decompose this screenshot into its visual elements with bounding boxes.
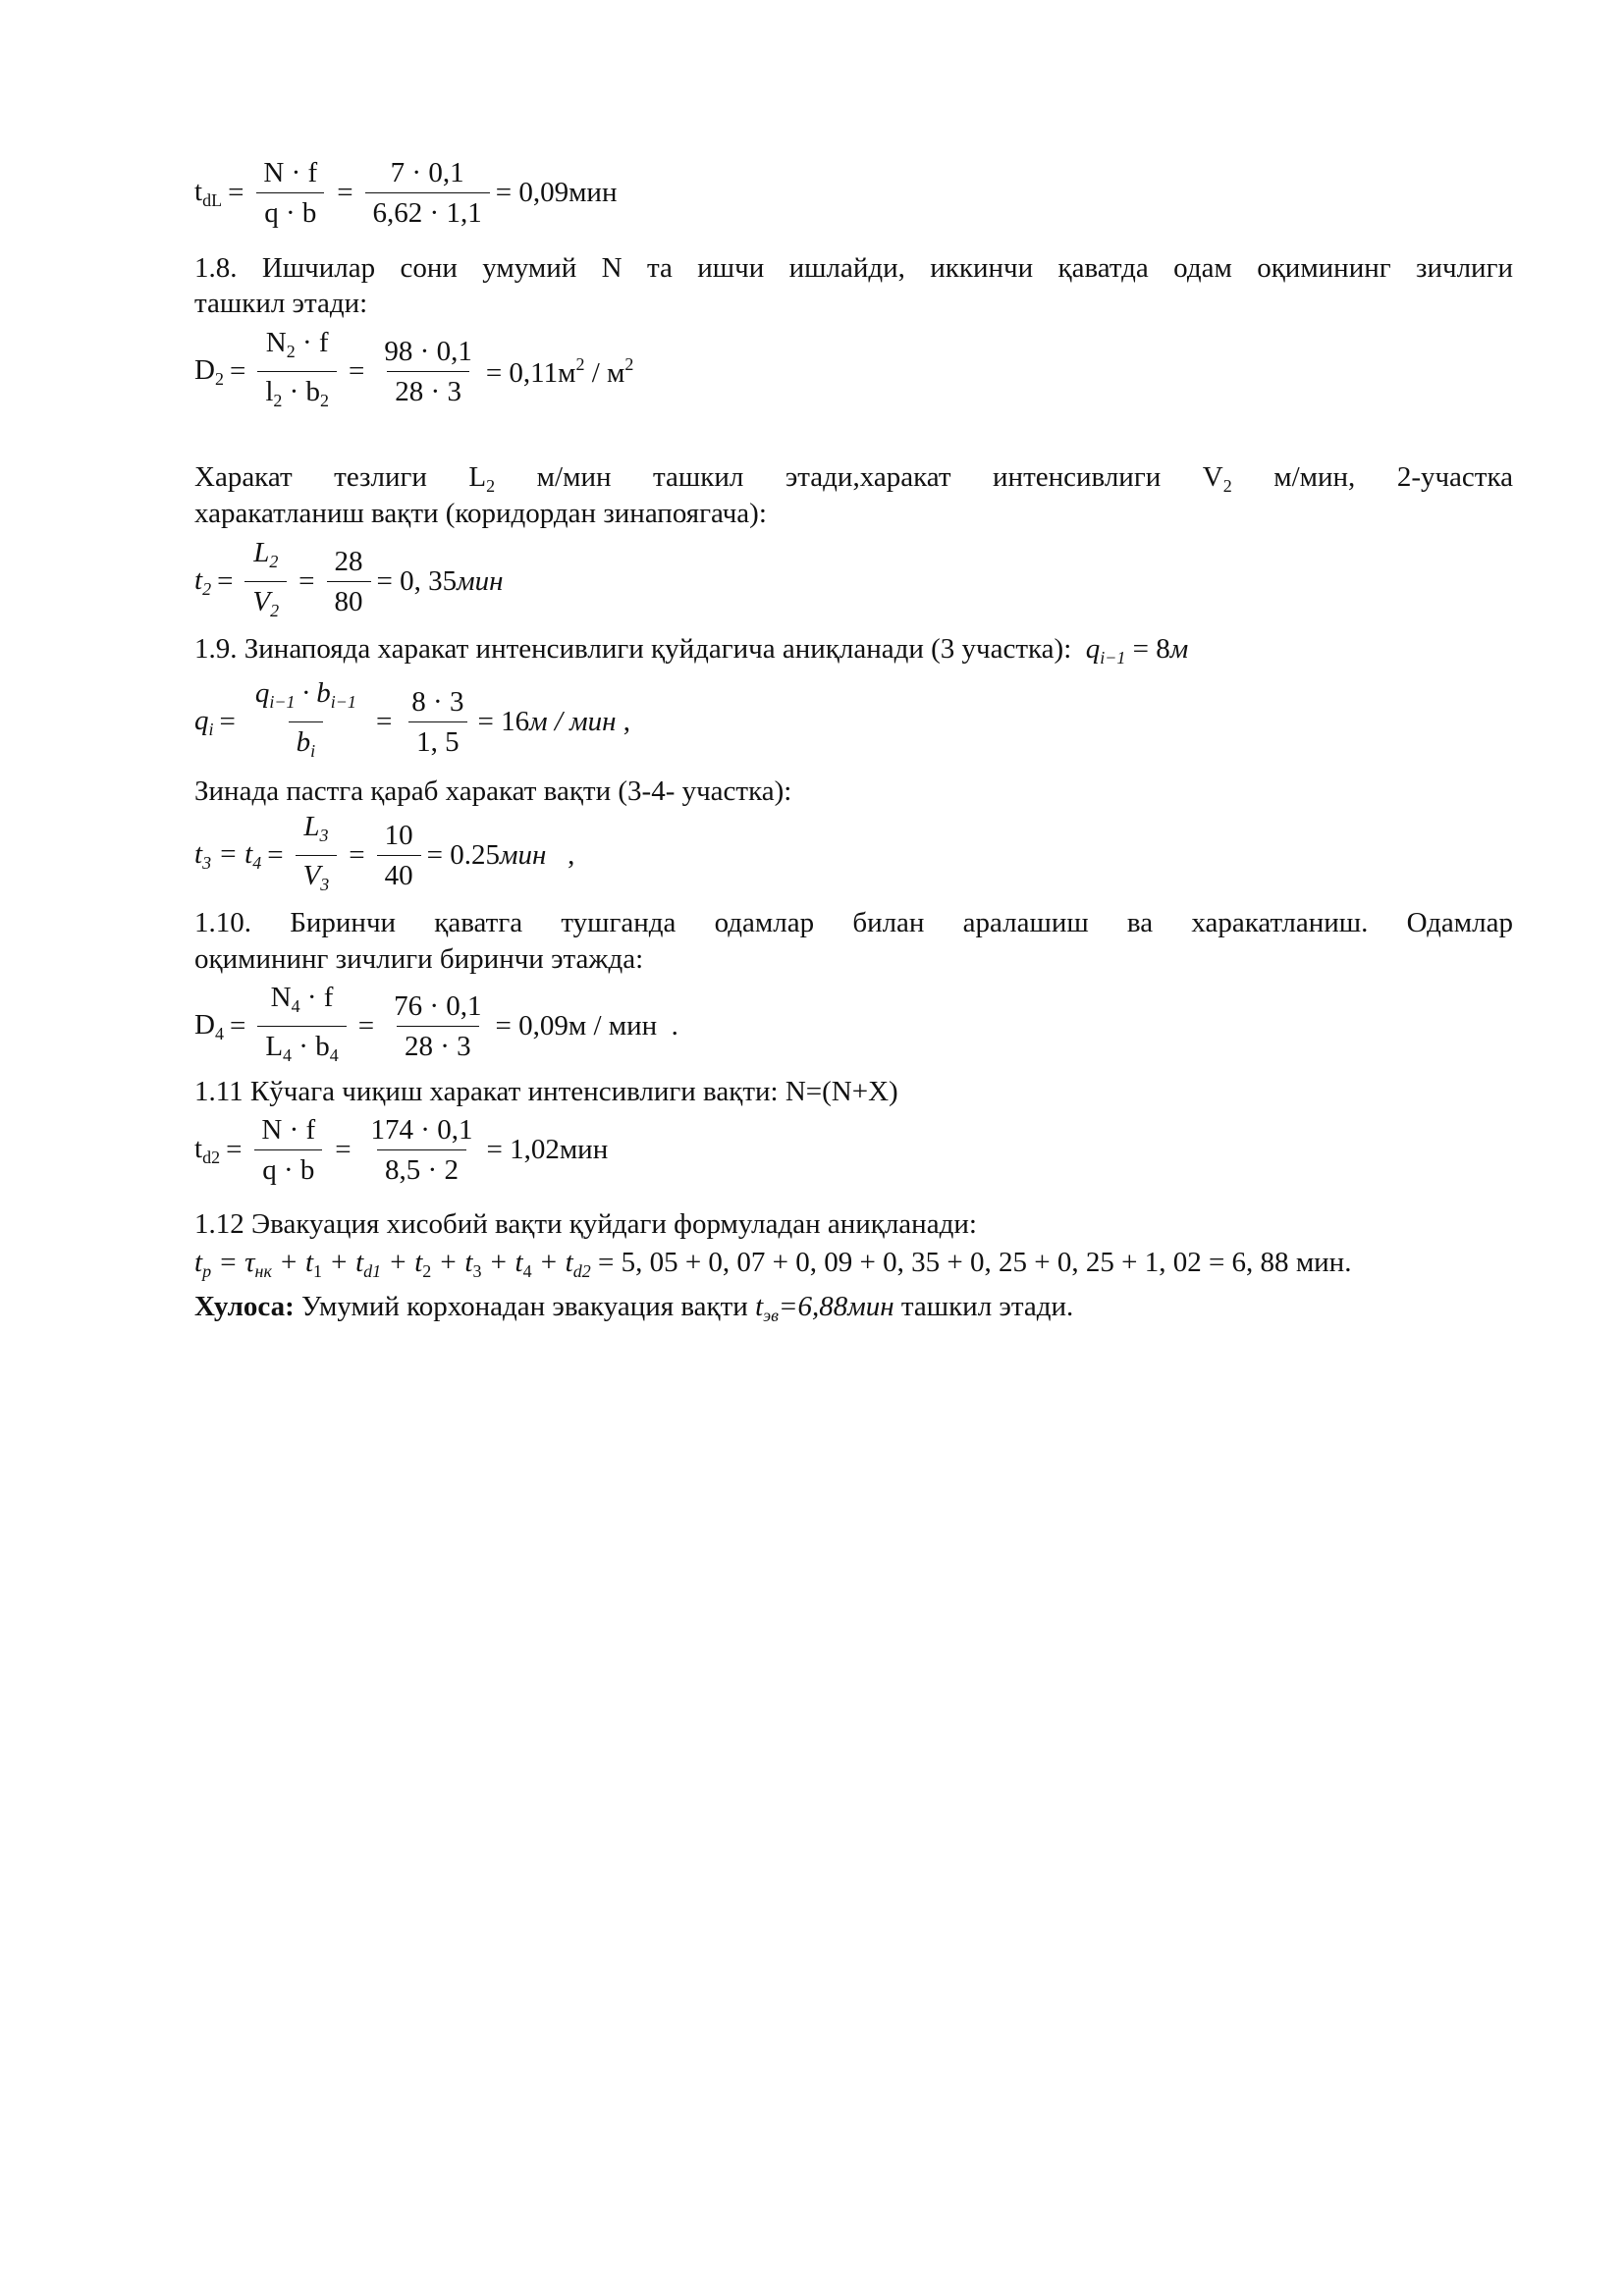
paragraph-speed-line2: харакатланиш вақти (коридордан зинапоягача): <box>194 498 767 529</box>
formula-result: = 16м / мин , <box>477 706 631 737</box>
formula-td2: $t_{d2}$ = $\frac{N \cdot f}{q \cdot b}$ = $\frac{174 \cdot 0,1}{8,5 \cdot 2}$ = 1,02мин <box>194 1114 609 1186</box>
formula-d4: $D_4$ = $\frac{N_4 \cdot f}{L_4 \cdot b_4}$ = $\frac{76 \cdot 0,1}{28 \cdot 3}$ = 0,09м / мин . <box>194 982 678 1071</box>
fraction: $\frac{L_2}{V_2}$ <box>244 537 287 626</box>
formula-result: = 0, 35мин <box>376 565 504 597</box>
conclusion-label: Хулоса: <box>194 1291 295 1322</box>
fraction: $\frac{N \cdot f}{q \cdot b}$ <box>255 157 325 229</box>
fraction: $\frac{174 \cdot 0,1}{8,5 \cdot 2}$ <box>370 1114 473 1186</box>
formula-d2: $D_2$ = $\frac{N_2 \cdot f}{l_2 \cdot b_2}$ = $\frac{98 \cdot 0,1}{28 \cdot 3}$ = $0,11м^2 / м^2$ <box>194 327 633 416</box>
fraction: $\frac{q_{i-1} \cdot b_{i-1}}{b_i}$ <box>247 677 364 767</box>
formula-total-time: $t_p = \tau_{нк} + t_1 + t_{d1} + t_2 + t_3 + t_4 + t_{d2} = 5$, 05 + 0, 07 + 0, 09 + 0, 35 + 0, 25 + 0, 25 + 1, 02 = 6, 88 мин. <box>194 1247 1352 1281</box>
fraction: $\frac{10}{40}$ <box>377 820 421 891</box>
fraction: $\frac{N \cdot f}{q \cdot b}$ <box>253 1114 323 1186</box>
formula-result: = 1,02мин <box>486 1134 609 1165</box>
formula-result: = 0.25мин , <box>426 839 575 871</box>
paragraph-1-10-line2: оқимининг зичлиги биринчи этажда: <box>194 943 644 975</box>
formula-result: = 0,09мин <box>495 177 618 208</box>
fraction: $\frac{8 \cdot 3}{1, 5}$ <box>404 686 471 758</box>
fraction: $\frac{76 \cdot 0,1}{28 \cdot 3}$ <box>394 990 482 1062</box>
fraction: $\frac{7 \cdot 0,1}{6,62 \cdot 1,1}$ <box>365 157 490 229</box>
fraction: $\frac{N_2 \cdot f}{l_2 \cdot b_2}$ <box>257 327 337 416</box>
formula-qi: $q_i$ = $\frac{q_{i-1} \cdot b_{i-1}}{b_i}$ = $\frac{8 \cdot 3}{1, 5}$ = 16м / мин , <box>194 677 630 767</box>
paragraph-1-8-line2: ташкил этади: <box>194 288 368 319</box>
formula-t-dl: $t_{dL}$ = $\frac{N \cdot f}{q \cdot b}$ = $\frac{7 \cdot 0,1}{6,62 \cdot 1,1}$ = 0,09мин <box>194 157 618 229</box>
fraction: $\frac{L_3}{V_3}$ <box>296 811 338 900</box>
conclusion: Хулоса: Умумий корхонадан эвакуация вақти $t_{эв}=6,88мин$ ташкил этади. <box>194 1291 1074 1325</box>
fraction: $\frac{98 \cdot 0,1}{28 \cdot 3}$ <box>384 336 472 407</box>
formula-t3: $t_3 = t_4$ = $\frac{L_3}{V_3}$ = $\frac{10}{40}$ = 0.25мин , <box>194 811 574 900</box>
paragraph-1-10-line1: 1.10. Биринчи қаватга тушганда одамлар билан аралашиш ва харакатланиш. Одамлар <box>194 907 1513 938</box>
formula-t2: $t_2$ = $\frac{L_2}{V_2}$ = $\frac{28}{80}$ = 0, 35мин <box>194 537 504 626</box>
formula-result: = 0,09м / мин . <box>495 1010 678 1041</box>
paragraph-1-9: 1.9. Зинапояда харакат интенсивлиги қуйдагича аниқланади (3 участка): $q_{i-1} = 8м$ <box>194 633 1189 667</box>
paragraph-stairs: Зинада пастга қараб харакат вақти (3-4- участка): <box>194 775 792 807</box>
paragraph-1-11: 1.11 Кўчага чиқиш харакат интенсивлиги вақти: N=(N+X) <box>194 1076 898 1107</box>
paragraph-speed-line1: Харакат тезлиги $L_2$ м/мин ташкил этади,харакат интенсивлиги $V_2$ м/мин, 2-участка <box>194 461 1513 496</box>
fraction: $\frac{N_4 \cdot f}{L_4 \cdot b_4}$ <box>257 982 346 1071</box>
paragraph-1-8-line1: 1.8. Ишчилар сони умумий N та ишчи ишлайди, иккинчи қаватда одам оқимининг зичлиги <box>194 252 1513 284</box>
formula-result: = $0,11м^2 / м^2$ <box>485 353 634 389</box>
paragraph-1-12: 1.12 Эвакуация хисобий вақти қуйдаги формуладан аниқланади: <box>194 1208 977 1240</box>
formula-lhs: $t_{dL}$ <box>194 175 223 210</box>
fraction: $\frac{28}{80}$ <box>327 546 371 617</box>
